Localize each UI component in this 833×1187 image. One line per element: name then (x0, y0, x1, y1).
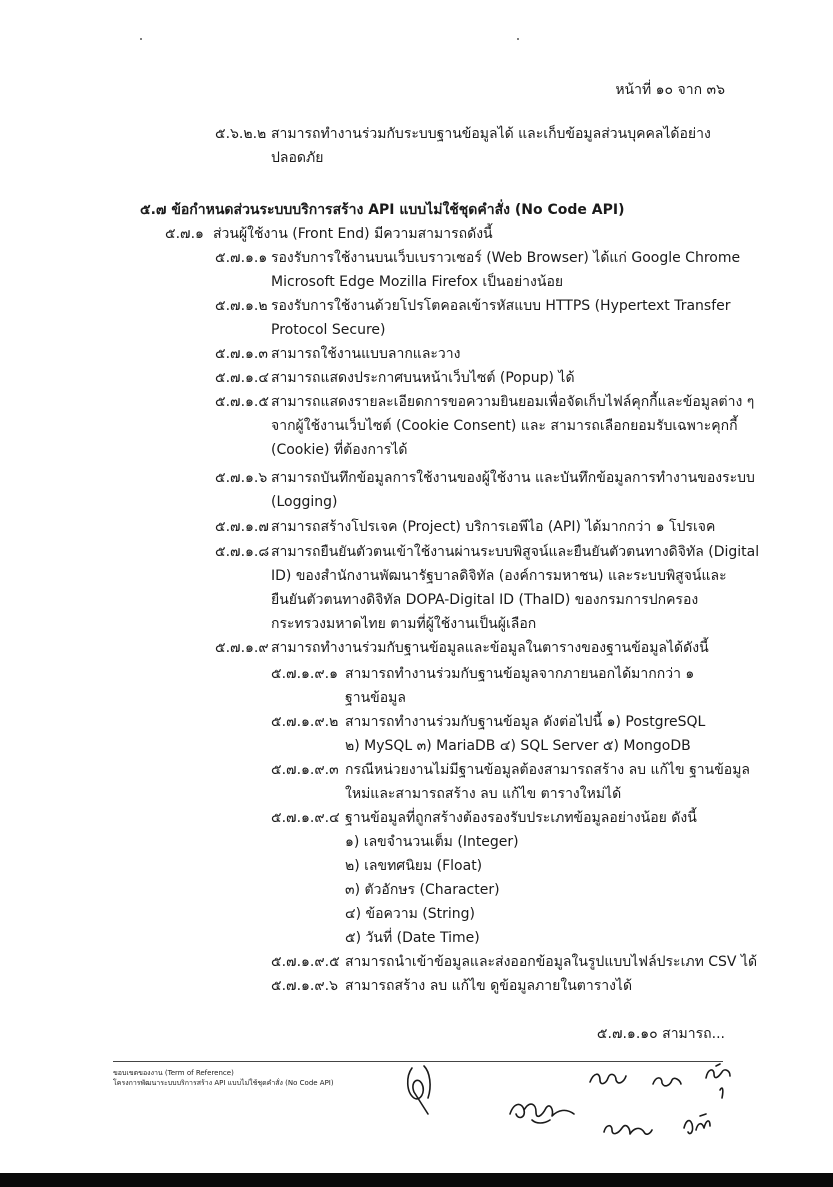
item-text: กระทรวงมหาดไทย ตามที่ผู้ใช้งานเป็นผู้เลือก (271, 616, 537, 632)
signature-mark (506, 1092, 578, 1128)
signature-mark (680, 1112, 714, 1140)
item-text: Protocol Secure) (271, 322, 386, 338)
item-text: (Logging) (271, 494, 338, 510)
item-number: ๕.๗.๑.๔ (215, 370, 269, 386)
item-text: สามารถทำงานร่วมกับฐานข้อมูลและข้อมูลในตารางของฐานข้อมูลได้ดังนี้ (271, 640, 709, 656)
item-number: ๕.๗.๑.๑ (215, 250, 268, 266)
signature-mark (402, 1062, 438, 1120)
item-text: สามารถสร้างโปรเจค (Project) บริการเอพีไอ (API) ได้มากกว่า ๑ โปรเจค (271, 519, 716, 535)
item-number: ๕.๗.๑.๖ (215, 470, 268, 486)
subitem-text: ๒) MySQL ๓) MariaDB ๔) SQL Server ๕) MongoDB (345, 738, 691, 754)
subsection-number: ๕.๗.๑ (165, 226, 204, 242)
section-heading: ๕.๗ ข้อกำหนดส่วนระบบบริการสร้าง API แบบไม่ใช้ชุดคำสั่ง (No Code API) (140, 202, 625, 218)
item-text: สามารถแสดงรายละเอียดการขอความยินยอมเพื่อจัดเก็บไฟล์คุกกี้และข้อมูลต่าง ๆ (271, 394, 755, 410)
item-text: รองรับการใช้งานบนเว็บเบราวเซอร์ (Web Browser) ได้แก่ Google Chrome (271, 250, 741, 266)
item-number: ๕.๗.๑.๘ (215, 544, 270, 560)
item-text: ปลอดภัย (271, 150, 324, 166)
item-number: ๕.๗.๑.๓ (215, 346, 268, 362)
item-number: ๕.๗.๑.๕ (215, 394, 269, 410)
continuation-text: ๕.๗.๑.๑๐ สามารถ... (596, 1026, 725, 1042)
signature-mark (600, 1118, 656, 1142)
item-text: จากผู้ใช้งานเว็บไซต์ (Cookie Consent) และ สามารถเลือกยอมรับเฉพาะคุกกี้ (271, 418, 738, 434)
signature-mark (650, 1074, 684, 1090)
datatype-item: ๔) ข้อความ (String) (345, 906, 475, 922)
subitem-text: สามารถสร้าง ลบ แก้ไข ดูข้อมูลภายในตารางได้ (345, 978, 633, 994)
item-text: ID) ของสำนักงานพัฒนารัฐบาลดิจิทัล (องค์การมหาชน) และระบบพิสูจน์และ (271, 568, 727, 584)
item-text: สามารถทำงานร่วมกับระบบฐานข้อมูลได้ และเก็บข้อมูลส่วนบุคคลได้อย่าง (271, 126, 711, 142)
item-text: Microsoft Edge Mozilla Firefox เป็นอย่างน้อย (271, 274, 564, 290)
subitem-text: กรณีหน่วยงานไม่มีฐานข้อมูลต้องสามารถสร้าง ลบ แก้ไข ฐานข้อมูล (345, 762, 751, 778)
subitem-text: ฐานข้อมูลที่ถูกสร้างต้องรองรับประเภทข้อมูลอย่างน้อย ดังนี้ (345, 810, 697, 826)
item-number: ๕.๗.๑.๙ (215, 640, 269, 656)
subitem-text: ใหม่และสามารถสร้าง ลบ แก้ไข ตารางใหม่ได้ (345, 786, 622, 802)
item-text: สามารถยืนยันตัวตนเข้าใช้งานผ่านระบบพิสูจน์และยืนยันตัวตนทางดิจิทัล (Digital (271, 544, 760, 560)
subitem-text: ฐานข้อมูล (345, 690, 406, 706)
subitem-number: ๕.๗.๑.๙.๔ (271, 810, 340, 826)
scan-speck (517, 38, 519, 40)
footer-tor: ขอบเขตของงาน (Term of Reference) (113, 1069, 234, 1077)
datatype-item: ๕) วันที่ (Date Time) (345, 930, 480, 946)
item-number: ๕.๖.๒.๒ (215, 126, 267, 142)
subitem-number: ๕.๗.๑.๙.๖ (271, 978, 338, 994)
item-text: ยืนยันตัวตนทางดิจิทัล DOPA-Digital ID (ThaID) ของกรมการปกครอง (271, 592, 699, 608)
subsection-text: ส่วนผู้ใช้งาน (Front End) มีความสามารถดังนี้ (213, 226, 493, 242)
datatype-item: ๓) ตัวอักษร (Character) (345, 882, 500, 898)
item-text: สามารถบันทึกข้อมูลการใช้งานของผู้ใช้งาน และบันทึกข้อมูลการทำงานของระบบ (271, 470, 755, 486)
item-text: รองรับการใช้งานด้วยโปรโตคอลเข้ารหัสแบบ HTTPS (Hypertext Transfer (271, 298, 731, 314)
signature-mark (586, 1066, 630, 1092)
subitem-number: ๕.๗.๑.๙.๓ (271, 762, 339, 778)
datatype-item: ๒) เลขทศนิยม (Float) (345, 858, 483, 874)
page-number: หน้าที่ ๑๐ จาก ๓๖ (615, 82, 725, 98)
scan-border (0, 1173, 833, 1187)
item-number: ๕.๗.๑.๒ (215, 298, 268, 314)
subitem-number: ๕.๗.๑.๙.๒ (271, 714, 339, 730)
item-text: สามารถแสดงประกาศบนหน้าเว็บไซต์ (Popup) ได้ (271, 370, 575, 386)
subitem-text: สามารถนำเข้าข้อมูลและส่งออกข้อมูลในรูปแบบไฟล์ประเภท CSV ได้ (345, 954, 758, 970)
signature-mark (702, 1064, 734, 1102)
subitem-text: สามารถทำงานร่วมกับฐานข้อมูล ดังต่อไปนี้ ๑) PostgreSQL (345, 714, 706, 730)
datatype-item: ๑) เลขจำนวนเต็ม (Integer) (345, 834, 519, 850)
item-number: ๕.๗.๑.๗ (215, 519, 269, 535)
subitem-number: ๕.๗.๑.๙.๑ (271, 666, 338, 682)
item-text: สามารถใช้งานแบบลากและวาง (271, 346, 461, 362)
subitem-number: ๕.๗.๑.๙.๕ (271, 954, 340, 970)
subitem-text: สามารถทำงานร่วมกับฐานข้อมูลจากภายนอกได้มากกว่า ๑ (345, 666, 695, 682)
footer-project: โครงการพัฒนาระบบบริการสร้าง API แบบไม่ใช้ชุดคำสั่ง (No Code API) (113, 1079, 334, 1087)
scan-speck (140, 38, 142, 40)
item-text: (Cookie) ที่ต้องการได้ (271, 442, 408, 458)
